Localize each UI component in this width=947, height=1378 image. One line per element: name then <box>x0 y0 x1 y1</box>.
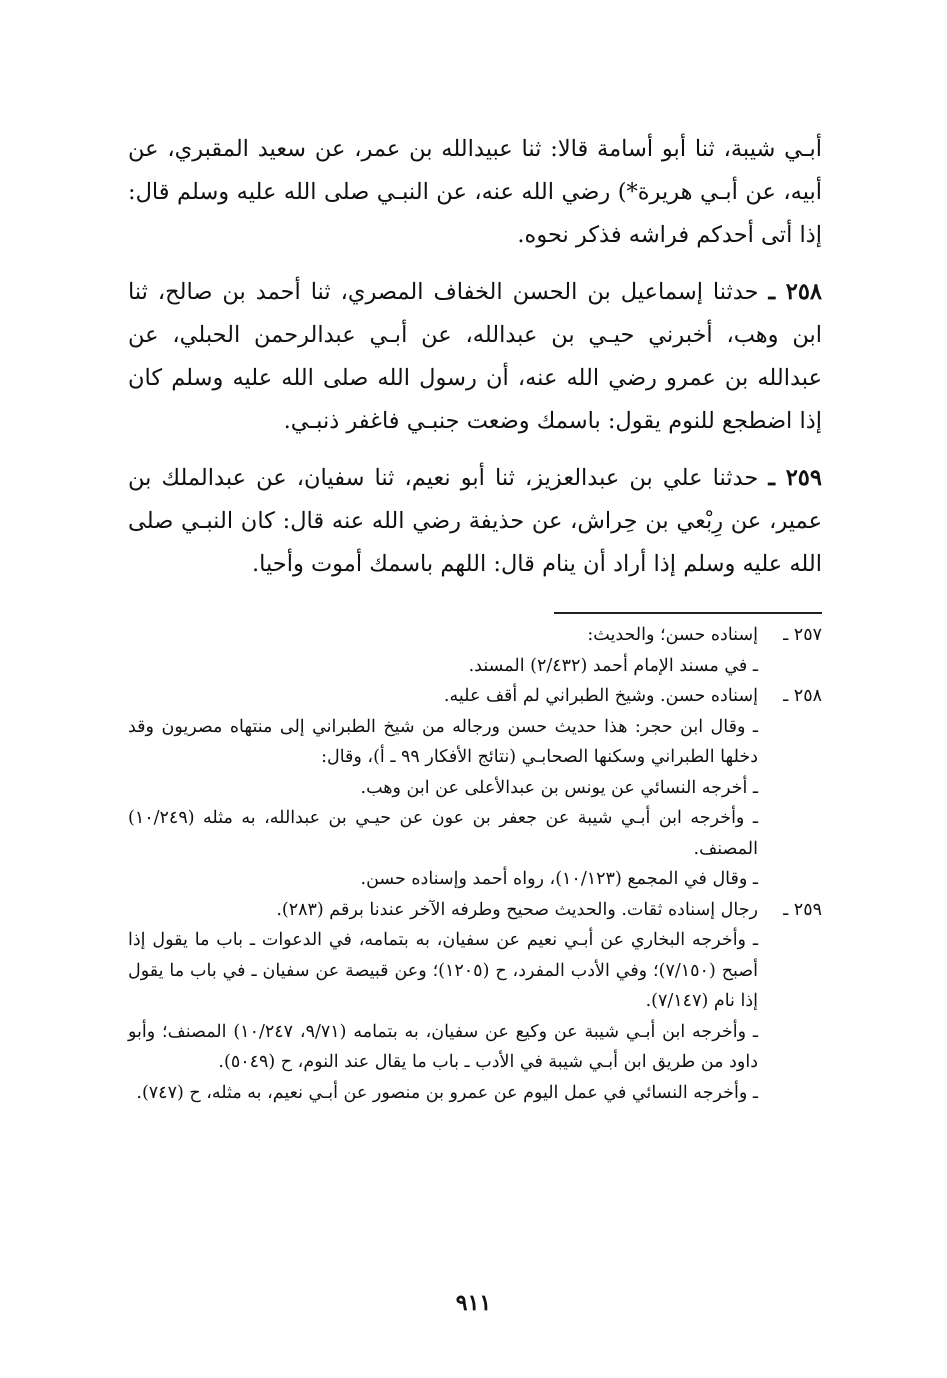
paragraph-text: أبـي شيبة، ثنا أبو أسامة قالا: ثنا عبيدالله بن عمر، عن سعيد المقبري، عن أبيه، عن أبـي هريرة*) رضي الله عنه، عن النبـي صلى الله عليه وسلم قال: إذا أتى أحدكم فراشه فذكر نحوه. <box>128 136 822 248</box>
footnote-line: إسناده حسن؛ والحديث: <box>587 625 758 645</box>
hadith-259 <box>128 457 822 586</box>
footnote-258 <box>128 681 822 895</box>
footnote-line: ـ أخرجه النسائي عن يونس بن عبدالأعلى عن ابن وهب. <box>360 777 758 798</box>
footnote-line: ـ وأخرجه البخاري عن أبـي نعيم عن سفيان، به بتمامه، في الدعوات ـ باب ما يقول إذا أصبح (٧/١٥٠)؛ وفي الأدب المفرد، ح (١٢٠٥)؛ وعن قبيصة عن سفيان ـ في باب ما يقول إذا نام (٧/١٤٧). <box>128 930 758 1011</box>
hadith-258 <box>128 271 822 443</box>
footnote-line: إسناده حسن. وشيخ الطبراني لم أقف عليه. <box>443 686 758 706</box>
footnote-line: ـ وأخرجه النسائي في عمل اليوم عن عمرو بن منصور عن أبـي نعيم، به مثله، ح (٧٤٧). <box>136 1082 758 1103</box>
footnote-line: ـ وأخرجه ابن أبـي شيبة عن جعفر بن عون عن حيـي بن عبدالله، به مثله (١٠/٢٤٩) المصنف. <box>128 808 758 859</box>
main-text <box>128 128 822 586</box>
hadith-number: ٢٥٩ ـ <box>768 465 822 491</box>
hadith-number: ٢٥٨ ـ <box>768 279 822 305</box>
book-page <box>128 128 822 1108</box>
footnote-line: ـ وقال ابن حجر: هذا حديث حسن ورجاله من شيخ الطبراني إلى منتهاه مصريون وقد دخلها الطبراني وسكنها الصحابـي (نتائج الأفكار ٩٩ ـ أ)، وقال: <box>128 716 758 767</box>
page-number: ٩١١ <box>455 1290 492 1316</box>
footnote-line: ـ وأخرجه ابن أبـي شيبة عن وكيع عن سفيان، به بتمامه (٩/٧١، ١٠/٢٤٧) المصنف؛ وأبو داود من طريق ابن أبـي شيبة في الأدب ـ باب ما يقال عند النوم، ح (٥٠٤٩). <box>128 1021 758 1072</box>
footnote-line: ـ وقال في المجمع (١٠/١٢٣)، رواه أحمد وإسناده حسن. <box>360 869 758 889</box>
paragraph-continuation <box>128 128 822 257</box>
footnote-divider <box>554 612 822 614</box>
footnote-number: ٢٥٨ ـ <box>783 686 822 706</box>
footnote-line: رجال إسناده ثقات. والحديث صحيح وطرفه الآخر عندنا برقم (٢٨٣). <box>276 899 758 920</box>
paragraph-text: حدثنا علي بن عبدالعزيز، ثنا أبو نعيم، ثنا سفيان، عن عبدالملك بن عمير، عن رِبْعي بن حِراش، عن حذيفة رضي الله عنه قال: كان النبـي صلى الله عليه وسلم إذا أراد أن ينام قال: اللهم باسمك أموت وأحيا. <box>128 465 822 577</box>
footnote-number: ٢٥٩ ـ <box>783 899 822 920</box>
footnote-257 <box>128 620 822 681</box>
footnotes <box>128 620 822 1108</box>
footnote-line: ـ في مسند الإمام أحمد (٢/٤٣٢) المسند. <box>468 655 758 676</box>
paragraph-text: حدثنا إسماعيل بن الحسن الخفاف المصري، ثنا أحمد بن صالح، ثنا ابن وهب، أخبرني حيـي بن عبدالله، عن أبـي عبدالرحمن الحبلي، عن عبدالله بن عمرو رضي الله عنه، أن رسول الله صلى الله عليه وسلم كان إذا اضطجع للنوم يقول: باسمك وضعت جنبـي فاغفر ذنبـي. <box>128 279 822 434</box>
footnote-259 <box>128 895 822 1109</box>
footnote-number: ٢٥٧ ـ <box>783 625 822 645</box>
